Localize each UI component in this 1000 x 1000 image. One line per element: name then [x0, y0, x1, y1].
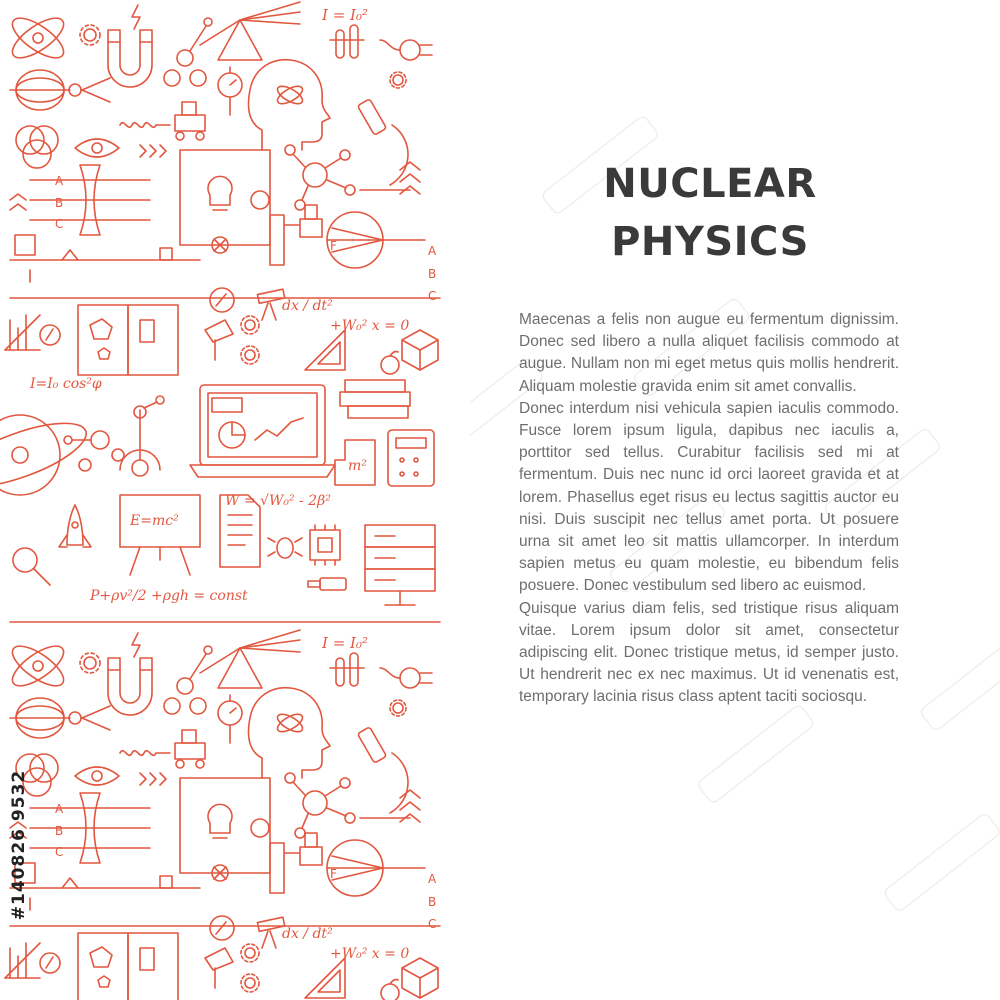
- title-line-2: PHYSICS: [611, 219, 809, 265]
- body-paragraph: Donec interdum nisi vehicula sapien iaculis commodo. Fusce lorem ipsum ligula, dapibus nec iaculis a, porttitor sed tellus. Curabitur facilisis sed mi at fermentum. Duis nec nunc id orci laoreet gravida et at lorem. Phasellus eget risus eu lectus sagittis auctor eu nisi. Duis suscipit nec tellus amet porta. Ut posuere urna sit amet leo sit mattis ullamcorper. In interdum sapien metus eu quam molestie, eu bibendum felis posuere. Donec vestibulum sed libero ac euismod.: [519, 399, 899, 595]
- body-paragraph: Quisque varius diam felis, sed tristique risus aliquam vitae. Lorem ipsum dolor sit amet, consectetur adipiscing elit. Donec tristique metus, id semper justo. Ut hendrerit nec ex nec maximus. Ut id venenatis est, temporary lacinia risus class aptent taciti sociosqu.: [519, 599, 899, 706]
- title-line-1: NUCLEAR: [603, 161, 817, 207]
- physics-pattern-illustration: ABC ABC F I = I₀² I=I₀ cos²φ E=mc² m² P+ρv²/2 +ρgh = const W = √W₀² - 2β² dx / dt² +W₀² x = 0: [0, 0, 445, 1000]
- stock-id-text: #140826 9532: [9, 769, 30, 921]
- body-text-block: [519, 309, 899, 709]
- stock-id-watermark: [6, 760, 32, 930]
- body-paragraph: Maecenas a felis non augue eu fermentum dignissim. Donec sed libero a nulla aliquet facilisis commodo at augue. Nullam non mi eget metus quis mollis hendrerit. Aliquam molestie gravida enim sit amet convallis.: [519, 311, 899, 395]
- page-title: [520, 155, 900, 271]
- pattern-panel: [0, 0, 445, 1000]
